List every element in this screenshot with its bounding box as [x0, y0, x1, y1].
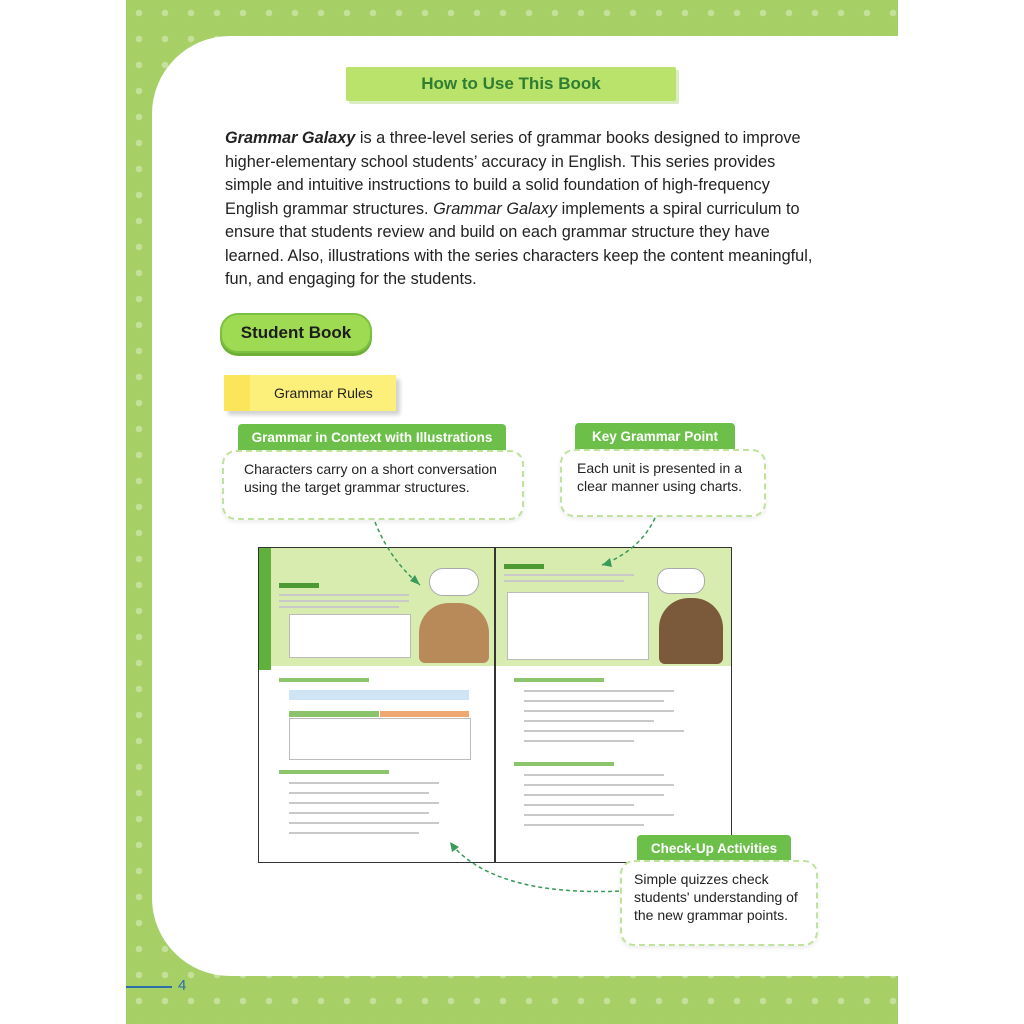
key-point-tab [575, 423, 735, 449]
word-box [289, 690, 469, 700]
page-title: How to Use This Book [421, 74, 601, 93]
checkup-text: Simple quizzes check students' understanding of the new grammar points. [634, 871, 798, 923]
mini-line [524, 740, 634, 742]
mini-line [504, 574, 634, 576]
checkup-callout [620, 860, 818, 946]
right-margin [898, 0, 1024, 1024]
mini-line [504, 580, 624, 582]
mini-line [524, 794, 664, 796]
exercise-heading [514, 762, 614, 766]
speech-bubble [429, 568, 479, 596]
page-number-rule [126, 986, 172, 988]
exercise-heading [279, 770, 389, 774]
grammar-rules-note [224, 375, 396, 411]
context-title: Grammar in Context with Illustrations [251, 429, 493, 445]
sort-table [289, 718, 471, 760]
book-spine [494, 548, 496, 862]
intro-text-2: implements a spiral curriculum to ensure that students review and build on each grammar structure they have learned. Also, illustrations with the series characters keep the content meaningful, fun, and engaging for the students. [225, 199, 813, 288]
left-margin [0, 0, 126, 1024]
reader-illustration [659, 598, 723, 664]
mini-line [524, 824, 644, 826]
mini-line [279, 606, 399, 608]
mini-line [289, 832, 419, 834]
mini-line [524, 784, 674, 786]
mini-line [524, 700, 664, 702]
table-head [380, 711, 469, 717]
intro-text-1: is a three-level series of grammar books designed to improve higher-elementary school students’ accuracy in English. This series provides simple and intuitive instructions to build a solid foundation of high-frequency English grammar structures. [225, 129, 801, 218]
mini-line [289, 802, 439, 804]
mini-line [524, 814, 674, 816]
mini-line [524, 720, 654, 722]
exercise-heading [514, 678, 604, 682]
key-point-title: Key Grammar Point [591, 428, 719, 444]
exercise-heading [279, 678, 369, 682]
grammar-rules-text: Grammar Rules [274, 385, 373, 401]
student-book-text: Student Book [240, 323, 352, 342]
mini-line [289, 782, 439, 784]
mini-line [524, 804, 634, 806]
context-callout [222, 450, 524, 520]
mini-line [279, 600, 409, 602]
mini-line [524, 774, 664, 776]
page-number: 4 [178, 977, 187, 994]
mini-line [289, 812, 429, 814]
mini-line [524, 730, 684, 732]
speech-bubble [657, 568, 705, 594]
context-text: Characters carry on a short conversation using the target grammar structures. [244, 461, 497, 495]
series-name-2: Grammar Galaxy [433, 199, 558, 218]
table-head [289, 711, 379, 717]
series-name: Grammar Galaxy [225, 129, 356, 147]
mini-heading [504, 564, 544, 569]
mini-line [524, 690, 674, 692]
title-banner [346, 67, 676, 101]
mini-line [289, 792, 429, 794]
intro-paragraph [225, 127, 825, 292]
unit-sidebar [259, 548, 271, 670]
mini-heading [279, 583, 319, 588]
book-spread-illustration [258, 547, 732, 863]
mini-line [524, 710, 674, 712]
key-point-callout [560, 449, 766, 517]
context-tab [238, 424, 506, 450]
checkup-tab [637, 835, 791, 861]
mini-chart [507, 592, 649, 660]
mini-line [289, 822, 439, 824]
student-book-label [220, 313, 372, 353]
key-point-text: Each unit is presented in a clear manner using charts. [577, 460, 742, 494]
characters-illustration [419, 603, 489, 663]
mini-chart [289, 614, 411, 658]
mini-line [279, 594, 409, 596]
checkup-title: Check-Up Activities [650, 840, 778, 856]
